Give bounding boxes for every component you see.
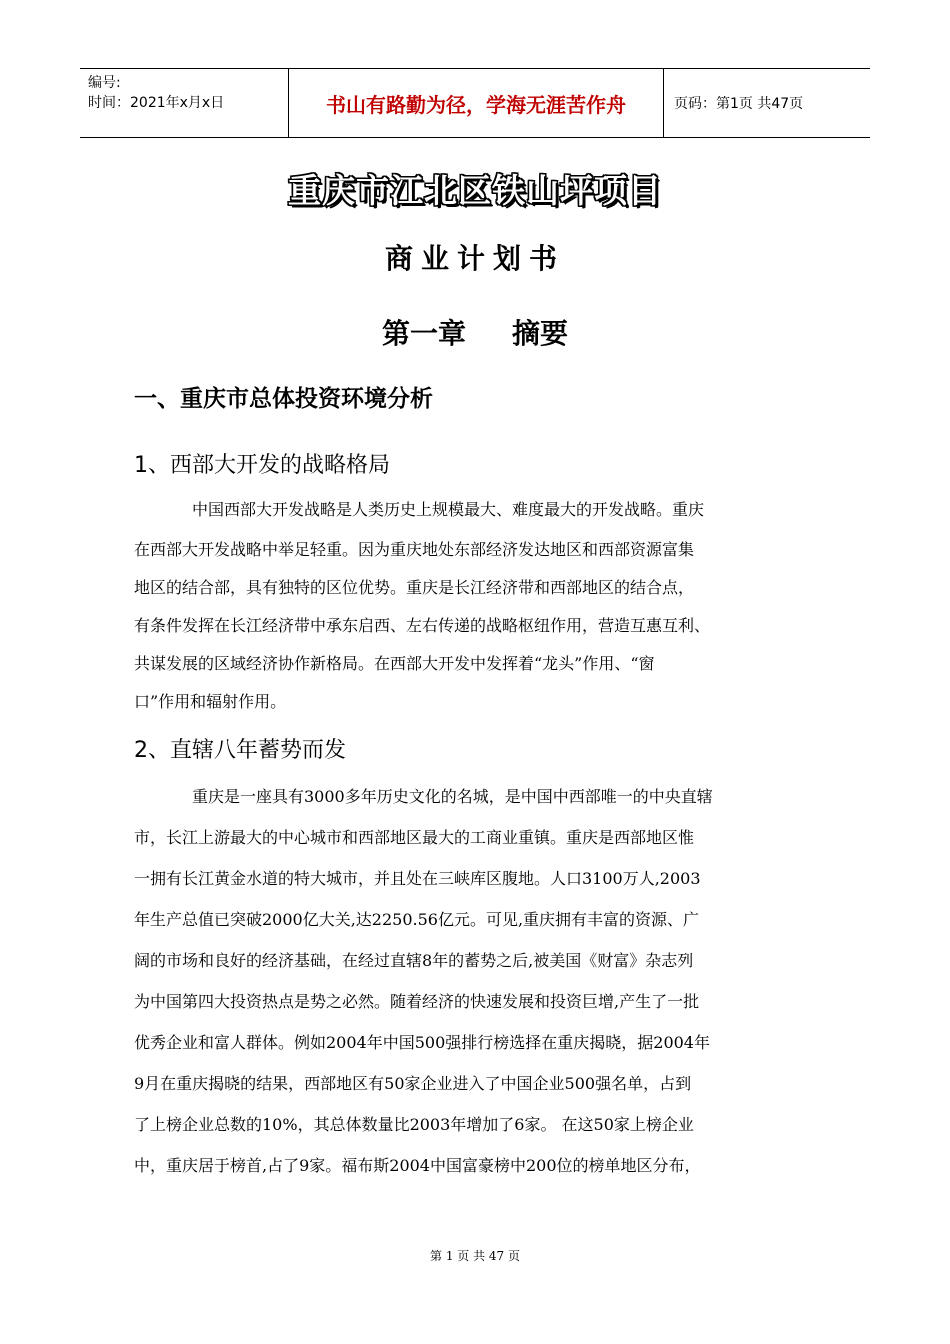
paragraph-line: 市，长江上游最大的中心城市和西部地区最大的工商业重镇。重庆是西部地区惟	[134, 828, 695, 847]
document-type-title: 商业计划书	[384, 242, 565, 275]
paragraph-line: 在西部大开发战略中举足轻重。因为重庆地处东部经济发达地区和西部资源富集	[134, 540, 695, 559]
header-meta	[80, 69, 289, 137]
document-header	[80, 68, 870, 138]
paragraph-1	[134, 496, 824, 726]
header-motto: 书山有路勤为径，学海无涯苦作舟	[289, 69, 664, 137]
time-label: 时间：2021年x月x日	[88, 95, 225, 111]
subsection-heading-2: 2、直辖八年蓄势而发	[134, 738, 346, 763]
paragraph-line: 地区的结合部，具有独特的区位优势。重庆是长江经济带和西部地区的结合点，	[134, 578, 695, 597]
paragraph-line: 了上榜企业总数的10%，其总体数量比2003年增加了6家。 在这50家上榜企业	[134, 1115, 694, 1134]
paragraph-line: 中，重庆居于榜首,占了9家。福布斯2004中国富豪榜中200位的榜单地区分布，	[134, 1156, 701, 1175]
project-title: 重庆市江北区铁山坪项目	[288, 171, 662, 210]
paragraph-line: 共谋发展的区域经济协作新格局。在西部大开发中发挥着“龙头”作用、“窗	[134, 654, 655, 673]
subsection-heading-1: 1、西部大开发的战略格局	[134, 453, 390, 478]
paragraph-line: 重庆是一座具有3000多年历史文化的名城，是中国中西部唯一的中央直辖	[192, 787, 713, 806]
paragraph-2	[134, 783, 824, 1193]
page-footer: 第 1 页 共 47 页	[430, 1249, 520, 1263]
paragraph-line: 一拥有长江黄金水道的特大城市，并且处在三峡库区腹地。人口3100万人,2003	[134, 869, 701, 888]
paragraph-line: 优秀企业和富人群体。例如2004年中国500强排行榜选择在重庆揭晓，据2004年	[134, 1033, 710, 1052]
paragraph-line: 口”作用和辐射作用。	[134, 692, 287, 711]
chapter-title	[0, 312, 950, 352]
paragraph-line: 为中国第四大投资热点是势之必然。随着经济的快速发展和投资巨增,产生了一批	[134, 992, 700, 1011]
number-label: 编号:	[88, 75, 121, 91]
section-heading: 一、重庆市总体投资环境分析	[134, 386, 433, 412]
header-page-info: 页码：第1页 共47页	[674, 96, 804, 112]
chapter-number: 第一章	[381, 317, 466, 350]
paragraph-line: 年生产总值已突破2000亿大关,达2250.56亿元。可见,重庆拥有丰富的资源、广	[134, 910, 700, 929]
chapter-name: 摘要	[512, 317, 569, 350]
paragraph-line: 阔的市场和良好的经济基础，在经过直辖8年的蓄势之后,被美国《财富》杂志列	[134, 951, 694, 970]
paragraph-line: 9月在重庆揭晓的结果，西部地区有50家企业进入了中国企业500强名单，占到	[134, 1074, 692, 1093]
paragraph-line: 中国西部大开发战略是人类历史上规模最大、难度最大的开发战略。重庆	[192, 500, 705, 519]
paragraph-line: 有条件发挥在长江经济带中承东启西、左右传递的战略枢纽作用，营造互惠互利、	[134, 616, 711, 635]
